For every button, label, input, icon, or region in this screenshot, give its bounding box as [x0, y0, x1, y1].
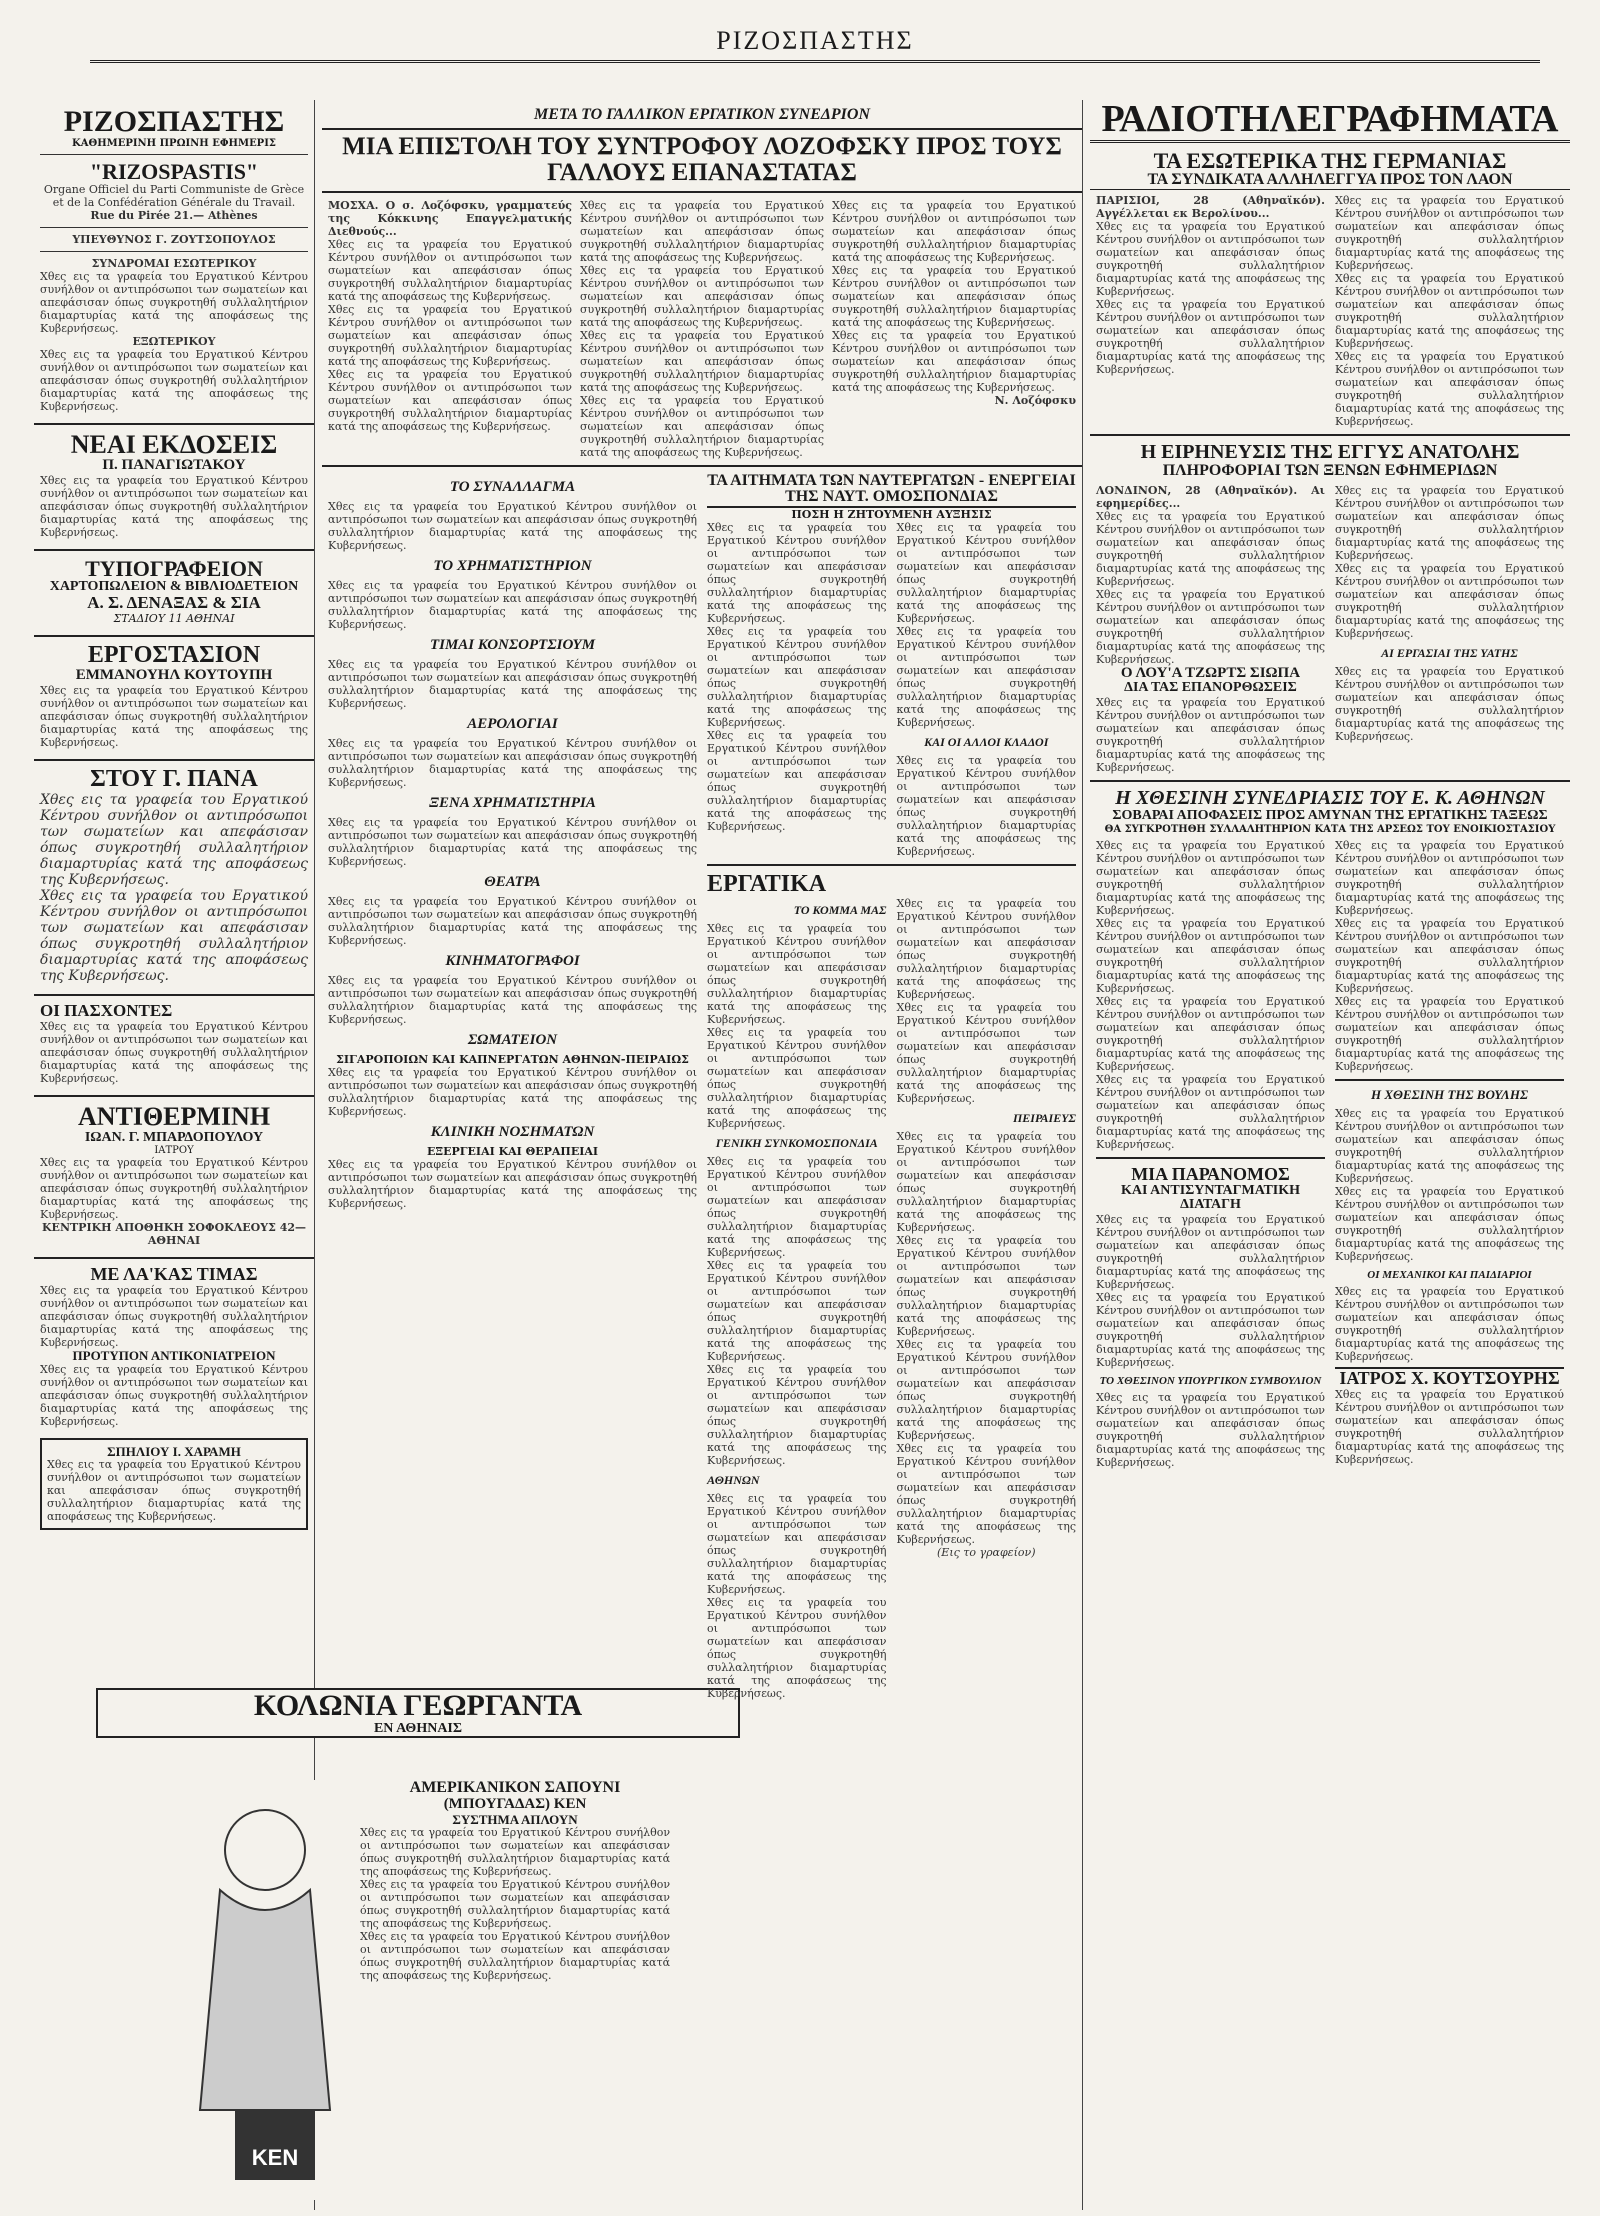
- party-text: Χθες εις τα γραφεία του Εργατικού Κέντρου συνήλθον οι αντιπρόσωποι των σωματείων και απεφάσισαν όπως συγκροτηθή συλλαλητήριον διαμαρτυρίας κατά της αποφάσεως της Κυβερνήσεως.: [707, 922, 887, 1027]
- theatres-text: Χθες εις τα γραφεία του Εργατικού Κέντρου συνήλθον οι αντιπρόσωποι των σωματείων και απεφάσισαν όπως συγκροτηθή συλλαλητήριον διαμαρτυρίας κατά της αποφάσεως της Κυβερνήσεως.: [328, 894, 697, 947]
- theatres-title: ΘΕΑΤΡΑ: [484, 873, 541, 890]
- pana-text: Χθες εις τα γραφεία του Εργατικού Κέντρου συνήλθον οι αντιπρόσωποι των σωματείων και απεφάσισαν όπως συγκροτηθή συλλαλητήριον διαμαρτυρίας κατά της αποφάσεως της Κυβερνήσεως.: [40, 792, 308, 889]
- union-text: Χθες εις τα γραφεία του Εργατικού Κέντρου συνήλθον οι αντιπρόσωποι των σωματείων και απεφάσισαν όπως συγκροτηθή συλλαλητήριον διαμαρτυρίας κατά της αποφάσεως της Κυβερνήσεως.: [328, 1065, 697, 1118]
- director: ΥΠΕΥΘΥΝΟΣ Γ. ΖΟΥΤΣΟΠΟΥΛΟΣ: [72, 232, 276, 246]
- seamen-para-3: Χθες εις τα γραφεία του Εργατικού Κέντρου συνήλθον οι αντιπρόσωποι των σωματείων και απεφάσισαν όπως συγκροτηθή συλλαλητήριον διαμαρτυρίας κατά της αποφάσεως της Κυβερνήσεως.: [707, 729, 887, 834]
- soap-text-3: Χθες εις τα γραφεία του Εργατικού Κέντρου συνήλθον οι αντιπρόσωποι των σωματείων και απεφάσισαν όπως συγκροτηθή συλλαλητήριον διαμαρτυρίας κατά της αποφάσεως της Κυβερνήσεως.: [360, 1930, 670, 1983]
- address: Rue du Pirée 21.— Athènes: [90, 208, 258, 222]
- spilios-text: Χθες εις τα γραφεία του Εργατικού Κέντρου συνήλθον οι αντιπρόσωποι των σωματείων και απεφάσισαν όπως συγκροτηθή συλλαλητήριον διαμαρτυρίας κατά της αποφάσεως της Κυβερνήσεως.: [47, 1458, 301, 1524]
- union-sub: ΣΙΓΑΡΟΠΟΙΩΝ ΚΑΙ ΚΑΠΝΕΡΓΑΤΩΝ ΑΘΗΝΩΝ-ΠΕΙΡΑΙΩΣ: [336, 1052, 689, 1066]
- labor-center-para-2: Χθες εις τα γραφεία του Εργατικού Κέντρου συνήλθον οι αντιπρόσωποι των σωματείων και απεφάσισαν όπως συγκροτηθή συλλαλητήριον διαμαρτυρίας κατά της αποφάσεως της Κυβερνήσεως.: [1096, 916, 1325, 995]
- clinic-text: Χθες εις τα γραφεία του Εργατικού Κέντρου συνήλθον οι αντιπρόσωποι των σωματείων και απεφάσισαν όπως συγκροτηθή συλλαλητήριον διαμαρτυρίας κατά της αποφάσεως της Κυβερνήσεως.: [328, 1157, 697, 1210]
- labor-title: ΕΡΓΑΤΙΚΑ: [707, 871, 827, 898]
- lozovsky-body: [328, 199, 1076, 459]
- aerologies-title: ΑΕΡΟΛΟΓΙΑΙ: [467, 715, 558, 732]
- spilios-ad: [40, 1438, 308, 1531]
- protypon-text: Χθες εις τα γραφεία του Εργατικού Κέντρου συνήλθον οι αντιπρόσωποι των σωματείων και απεφάσισαν όπως συγκροτηθή συλλαλητήριον διαμαρτυρίας κατά της αποφάσεως της Κυβερνήσεως.: [40, 1362, 308, 1428]
- lloyd-title: Ο ΛΟΥ'Α ΤΖΩΡΤΣ ΣΙΩΠΑ: [1120, 664, 1301, 681]
- subs-ext-rows: Χθες εις τα γραφεία του Εργατικού Κέντρου συνήλθον οι αντιπρόσωποι των σωματείων και απεφάσισαν όπως συγκροτηθή συλλαλητήριον διαμαρτυρίας κατά της αποφάσεως της Κυβερνήσεως.: [40, 347, 308, 413]
- consortium-text: Χθες εις τα γραφεία του Εργατικού Κέντρου συνήλθον οι αντιπρόσωποι των σωματείων και απεφάσισαν όπως συγκροτηθή συλλαλητήριον διαμαρτυρίας κατά της αποφάσεως της Κυβερνήσεως.: [328, 657, 697, 710]
- labor-center-title: Η ΧΘΕΣΙΝΗ ΣΥΝΕΔΡΙΑΣΙΣ ΤΟΥ Ε. Κ. ΑΘΗΝΩΝ: [1115, 787, 1545, 810]
- seamen-para-4: Χθες εις τα γραφεία του Εργατικού Κέντρου συνήλθον οι αντιπρόσωποι των σωματείων και απεφάσισαν όπως συγκροτηθή συλλαλητήριον διαμαρτυρίας κατά της αποφάσεως της Κυβερνήσεως.: [896, 521, 1076, 626]
- lozovsky-para-9: Χθες εις τα γραφεία του Εργατικού Κέντρου συνήλθον οι αντιπρόσωποι των σωματείων και απεφάσισαν όπως συγκροτηθή συλλαλητήριον διαμαρτυρίας κατά της αποφάσεως της Κυβερνήσεως.: [832, 263, 1076, 329]
- exchange-title: ΤΟ ΣΥΝΑΛΛΑΓΜΑ: [449, 478, 576, 495]
- doctor-ad-title: ΙΑΤΡΟΣ Χ. ΚΟΥΤΣΟΥΡΗΣ: [1335, 1367, 1564, 1388]
- new-editions-text: Χθες εις τα γραφεία του Εργατικού Κέντρου συνήλθον οι αντιπρόσωποι των σωματείων και απεφάσισαν όπως συγκροτηθή συλλαλητήριον διαμαρτυρίας κατά της αποφάσεως της Κυβερνήσεως.: [40, 473, 308, 539]
- illegal-order-text-2: Χθες εις τα γραφεία του Εργατικού Κέντρου συνήλθον οι αντιπρόσωποι των σωματείων και απεφάσισαν όπως συγκροτηθή συλλαλητήριον διαμαρτυρίας κατά της αποφάσεως της Κυβερνήσεως.: [1096, 1290, 1325, 1369]
- lozovsky-para-4: Χθες εις τα γραφεία του Εργατικού Κέντρου συνήλθον οι αντιπρόσωποι των σωματείων και απεφάσισαν όπως συγκροτηθή συλλαλητήριον διαμαρτυρίας κατά της αποφάσεως της Κυβερνήσεως.: [580, 198, 824, 264]
- parliament-text-2: Χθες εις τα γραφεία του Εργατικού Κέντρου συνήλθον οι αντιπρόσωποι των σωματείων και απεφάσισαν όπως συγκροτηθή συλλαλητήριον διαμαρτυρίας κατά της αποφάσεως της Κυβερνήσεως.: [1335, 1184, 1564, 1263]
- labor-center-para-6: Χθες εις τα γραφεία του Εργατικού Κέντρου συνήλθον οι αντιπρόσωποι των σωματείων και απεφάσισαν όπως συγκροτηθή συλλαλητήριον διαμαρτυρίας κατά της αποφάσεως της Κυβερνήσεως.: [1335, 916, 1564, 995]
- seamen-other-title: ΚΑΙ ΟΙ ΑΛΛΟΙ ΚΛΑΔΟΙ: [924, 735, 1049, 750]
- radiotelegrams-title: ΡΑΔΙΟΤΗΛΕΓΡΑΦΗΜΑΤΑ: [1090, 100, 1570, 143]
- antithermini-depot: ΚΕΝΤΡΙΚΗ ΑΠΟΘΗΚΗ ΣΟΦΟΚΛΕΟΥΣ 42—ΑΘΗΝΑΙ: [42, 1221, 306, 1248]
- popular-prices-text: Χθες εις τα γραφεία του Εργατικού Κέντρου συνήλθον οι αντιπρόσωποι των σωματείων και απεφάσισαν όπως συγκροτηθή συλλαλητήριον διαμαρτυρίας κατά της αποφάσεως της Κυβερνήσεως.: [40, 1284, 308, 1350]
- subs-rows: Χθες εις τα γραφεία του Εργατικού Κέντρου συνήλθον οι αντιπρόσωποι των σωματείων και απεφάσισαν όπως συγκροτηθή συλλαλητήριον διαμαρτυρίας κατά της αποφάσεως της Κυβερνήσεως.: [40, 269, 308, 335]
- general-confed-text-2: Χθες εις τα γραφεία του Εργατικού Κέντρου συνήλθον οι αντιπρόσωποι των σωματείων και απεφάσισαν όπως συγκροτηθή συλλαλητήριον διαμαρτυρίας κατά της αποφάσεως της Κυβερνήσεως.: [707, 1259, 887, 1364]
- germany-para-1: Χθες εις τα γραφεία του Εργατικού Κέντρου συνήλθον οι αντιπρόσωποι των σωματείων και απεφάσισαν όπως συγκροτηθή συλλαλητήριον διαμαρτυρίας κατά της αποφάσεως της Κυβερνήσεως.: [1096, 219, 1325, 298]
- piraeus-text-2: Χθες εις τα γραφεία του Εργατικού Κέντρου συνήλθον οι αντιπρόσωποι των σωματείων και απεφάσισαν όπως συγκροτηθή συλλαλητήριον διαμαρτυρίας κατά της αποφάσεως της Κυβερνήσεως.: [896, 1234, 1076, 1339]
- labor-center-para-1: Χθες εις τα γραφεία του Εργατικού Κέντρου συνήλθον οι αντιπρόσωποι των σωματείων και απεφάσισαν όπως συγκροτηθή συλλαλητήριον διαμαρτυρίας κατά της αποφάσεως της Κυβερνήσεως.: [1096, 838, 1325, 917]
- sufferers-text: Χθες εις τα γραφεία του Εργατικού Κέντρου συνήλθον οι αντιπρόσωποι των σωματείων και απεφάσισαν όπως συγκροτηθή συλλαλητήριον διαμαρτυρίας κατά της αποφάσεως της Κυβερνήσεως.: [40, 1020, 308, 1086]
- germany-body: [1096, 194, 1564, 428]
- athens-title: ΑΘΗΝΩΝ: [707, 1473, 760, 1488]
- germany-para-5: Χθες εις τα γραφεία του Εργατικού Κέντρου συνήλθον οι αντιπρόσωποι των σωματείων και απεφάσισαν όπως συγκροτηθή συλλαλητήριον διαμαρτυρίας κατά της αποφάσεως της Κυβερνήσεως.: [1335, 349, 1564, 428]
- lozovsky-signature: Ν. Λοζόφσκυ: [994, 393, 1076, 407]
- illegal-order-title: ΜΙΑ ΠΑΡΑΝΟΜΟΣ: [1131, 1163, 1290, 1184]
- lozovsky-headline: ΜΙΑ ΕΠΙΣΤΟΛΗ ΤΟΥ ΣΥΝΤΡΟΦΟΥ ΛΟΖΟΦΣΚΥ ΠΡΟΣ ΤΟΥΣ ΓΑΛΛΟΥΣ ΕΠΑΝΑΣΤΑΤΑΣ: [322, 128, 1082, 193]
- general-confed-title: ΓΕΝΙΚΗ ΣΥΝΚΟΜΟΣΠΟΝΔΙΑ: [715, 1136, 878, 1151]
- soap-text-2: Χθες εις τα γραφεία του Εργατικού Κέντρου συνήλθον οι αντιπρόσωποι των σωματείων και απεφάσισαν όπως συγκροτηθή συλλαλητήριον διαμαρτυρίας κατά της αποφάσεως της Κυβερνήσεως.: [360, 1878, 670, 1931]
- printshop-title: ΤΥΠΟΓΡΑΦΕΙΟΝ: [85, 555, 263, 581]
- seamen-para-6: Χθες εις τα γραφεία του Εργατικού Κέντρου συνήλθον οι αντιπρόσωποι των σωματείων και απεφάσισαν όπως συγκροτηθή συλλαλητήριον διαμαρτυρίας κατά της αποφάσεως της Κυβερνήσεως.: [896, 754, 1076, 859]
- near-east-title: Η ΕΙΡΗΝΕΥΣΙΣ ΤΗΣ ΕΓΓΥΣ ΑΝΑΤΟΛΗΣ: [1140, 440, 1520, 463]
- foreign-exchanges-title: ΞΕΝΑ ΧΡΗΜΑΤΙΣΤΗΡΙΑ: [429, 794, 596, 811]
- right-column: [1090, 100, 1570, 2210]
- cabinet-text: Χθες εις τα γραφεία του Εργατικού Κέντρου συνήλθον οι αντιπρόσωποι των σωματείων και απεφάσισαν όπως συγκροτηθή συλλαλητήριον διαμαρτυρίας κατά της αποφάσεως της Κυβερνήσεως.: [1096, 1390, 1325, 1469]
- popular-prices-title: ΜΕ ΛΑ'ΚΑΣ ΤΙΜΑΣ: [90, 1264, 258, 1285]
- pana-title: ΣΤΟΥ Γ. ΠΑΝΑ: [90, 766, 258, 793]
- piraeus-text: Χθες εις τα γραφεία του Εργατικού Κέντρου συνήλθον οι αντιπρόσωποι των σωματείων και απεφάσισαν όπως συγκροτηθή συλλαλητήριον διαμαρτυρίας κατά της αποφάσεως της Κυβερνήσεως.: [896, 1130, 1076, 1235]
- lozovsky-para-8: Χθες εις τα γραφεία του Εργατικού Κέντρου συνήλθον οι αντιπρόσωποι των σωματείων και απεφάσισαν όπως συγκροτηθή συλλαλητήριον διαμαρτυρίας κατά της αποφάσεως της Κυβερνήσεως.: [832, 198, 1076, 264]
- lozovsky-para-3: Χθες εις τα γραφεία του Εργατικού Κέντρου συνήλθον οι αντιπρόσωποι των σωματείων και απεφάσισαν όπως συγκροτηθή συλλαλητήριον διαμαρτυρίας κατά της αποφάσεως της Κυβερνήσεως.: [328, 367, 572, 433]
- labor-body: [707, 897, 1076, 1700]
- exchange-text: Χθες εις τα γραφεία του Εργατικού Κέντρου συνήλθον οι αντιπρόσωποι των σωματείων και απεφάσισαν όπως συγκροτηθή συλλαλητήριον διαμαρτυρίας κατά της αποφάσεως της Κυβερνήσεως.: [328, 499, 697, 552]
- factory-text: Χθες εις τα γραφεία του Εργατικού Κέντρου συνήλθον οι αντιπρόσωποι των σωματείων και απεφάσισαν όπως συγκροτηθή συλλαλητήριον διαμαρτυρίας κατά της αποφάσεως της Κυβερνήσεως.: [40, 684, 308, 750]
- labor-center-body: [1096, 839, 1564, 1469]
- kolonia-title: ΚΟΛΩΝΙΑ ΓΕΩΡΓΑΝΤΑ: [253, 1689, 583, 1722]
- athens-text-2: Χθες εις τα γραφεία του Εργατικού Κέντρου συνήλθον οι αντιπρόσωποι των σωματείων και απεφάσισαν όπως συγκροτηθή συλλαλητήριον διαμαρτυρίας κατά της αποφάσεως της Κυβερνήσεως.: [707, 1596, 887, 1701]
- masthead: ΡΙΖΟΣΠΑΣΤΗΣ: [90, 26, 1540, 63]
- germany-para-2: Χθες εις τα γραφεία του Εργατικού Κέντρου συνήλθον οι αντιπρόσωποι των σωματείων και απεφάσισαν όπως συγκροτηθή συλλαλητήριον διαμαρτυρίας κατά της αποφάσεως της Κυβερνήσεως.: [1096, 297, 1325, 376]
- subs-ext: ΕΞΩΤΕΡΙΚΟΥ: [132, 334, 216, 348]
- kolonia-line: ΕΝ ΑΘΗΝΑΙΣ: [373, 1720, 463, 1736]
- seamen-para-5: Χθες εις τα γραφεία του Εργατικού Κέντρου συνήλθον οι αντιπρόσωποι των σωματείων και απεφάσισαν όπως συγκροτηθή συλλαλητήριον διαμαρτυρίας κατά της αποφάσεως της Κυβερνήσεως.: [896, 625, 1076, 730]
- cinemas-title: ΚΙΝΗΜΑΤΟΓΡΑΦΟΙ: [445, 952, 580, 969]
- seamen-para-2: Χθες εις τα γραφεία του Εργατικού Κέντρου συνήλθον οι αντιπρόσωποι των σωματείων και απεφάσισαν όπως συγκροτηθή συλλαλητήριον διαμαρτυρίας κατά της αποφάσεως της Κυβερνήσεως.: [707, 625, 887, 730]
- labor-center-para-7: Χθες εις τα γραφεία του Εργατικού Κέντρου συνήλθον οι αντιπρόσωποι των σωματείων και απεφάσισαν όπως συγκροτηθή συλλαλητήριον διαμαρτυρίας κατά της αποφάσεως της Κυβερνήσεως.: [1335, 994, 1564, 1073]
- germany-para-4: Χθες εις τα γραφεία του Εργατικού Κέντρου συνήλθον οι αντιπρόσωποι των σωματείων και απεφάσισαν όπως συγκροτηθή συλλαλητήριον διαμαρτυρίας κατά της αποφάσεως της Κυβερνήσεως.: [1335, 271, 1564, 350]
- parliament-title: Η ΧΘΕΣΙΝΗ ΤΗΣ ΒΟΥΛΗΣ: [1370, 1086, 1529, 1102]
- foreign-exchanges-text: Χθες εις τα γραφεία του Εργατικού Κέντρου συνήλθον οι αντιπρόσωποι των σωματείων και απεφάσισαν όπως συγκροτηθή συλλαλητήριον διαμαρτυρίας κατά της αποφάσεως της Κυβερνήσεως.: [328, 815, 697, 868]
- party-text-2: Χθες εις τα γραφεία του Εργατικού Κέντρου συνήλθον οι αντιπρόσωποι των σωματείων και απεφάσισαν όπως συγκροτηθή συλλαλητήριον διαμαρτυρίας κατά της αποφάσεως της Κυβερνήσεως.: [707, 1026, 887, 1131]
- antithermini-text: Χθες εις τα γραφεία του Εργατικού Κέντρου συνήλθον οι αντιπρόσωποι των σωματείων και απεφάσισαν όπως συγκροτηθή συλλαλητήριον διαμαρτυρίας κατά της αποφάσεως της Κυβερνήσεως.: [40, 1156, 308, 1222]
- general-confed-text-3: Χθες εις τα γραφεία του Εργατικού Κέντρου συνήλθον οι αντιπρόσωποι των σωματείων και απεφάσισαν όπως συγκροτηθή συλλαλητήριον διαμαρτυρίας κατά της αποφάσεως της Κυβερνήσεως.: [707, 1363, 887, 1468]
- soap-title: ΑΜΕΡΙΚΑΝΙΚΟΝ ΣΑΠΟΥΝΙ: [409, 1779, 621, 1796]
- antithermini-title: ΑΝΤΙΘΕΡΜΙΝΗ: [77, 1102, 271, 1132]
- yates-title: ΑΙ ΕΡΓΑΣΙΑΙ ΤΗΣ ΥΑΤΗΣ: [1381, 645, 1518, 660]
- illegal-order-sub: ΚΑΙ ΑΝΤΙΣΥΝΤΑΓΜΑΤΙΚΗ ΔΙΑΤΑΓΗ: [1120, 1182, 1301, 1213]
- lloyd-sub: ΔΙΑ ΤΑΣ ΕΠΑΝΟΡΘΩΣΕΙΣ: [1124, 680, 1297, 696]
- union-title: ΣΩΜΑΤΕΙΟΝ: [467, 1031, 558, 1048]
- stock-exchange-text: Χθες εις τα γραφεία του Εργατικού Κέντρου συνήλθον οι αντιπρόσωποι των σωματείων και απεφάσισαν όπως συγκροτηθή συλλαλητήριον διαμαρτυρίας κατά της αποφάσεως της Κυβερνήσεως.: [328, 578, 697, 631]
- general-confed-text: Χθες εις τα γραφεία του Εργατικού Κέντρου συνήλθον οι αντιπρόσωποι των σωματείων και απεφάσισαν όπως συγκροτηθή συλλαλητήριον διαμαρτυρίας κατά της αποφάσεως της Κυβερνήσεως.: [707, 1155, 887, 1260]
- labor-right-text-2: Χθες εις τα γραφεία του Εργατικού Κέντρου συνήλθον οι αντιπρόσωποι των σωματείων και απεφάσισαν όπως συγκροτηθή συλλαλητήριον διαμαρτυρίας κατά της αποφάσεως της Κυβερνήσεως.: [896, 1001, 1076, 1106]
- doctor-ad-text: Χθες εις τα γραφεία του Εργατικού Κέντρου συνήλθον οι αντιπρόσωποι των σωματείων και απεφάσισαν όπως συγκροτηθή συλλαλητήριον διαμαρτυρίας κατά της αποφάσεως της Κυβερνήσεως.: [1335, 1387, 1564, 1466]
- labor-center-para-3: Χθες εις τα γραφεία του Εργατικού Κέντρου συνήλθον οι αντιπρόσωποι των σωματείων και απεφάσισαν όπως συγκροτηθή συλλαλητήριον διαμαρτυρίας κατά της αποφάσεως της Κυβερνήσεως.: [1096, 994, 1325, 1073]
- consortium-title: ΤΙΜΑΙ ΚΟΝΣΟΡΤΣΙΟΥΜ: [429, 636, 596, 653]
- piraeus-text-3: Χθες εις τα γραφεία του Εργατικού Κέντρου συνήλθον οι αντιπρόσωποι των σωματείων και απεφάσισαν όπως συγκροτηθή συλλαλητήριον διαμαρτυρίας κατά της αποφάσεως της Κυβερνήσεως.: [896, 1338, 1076, 1443]
- lozovsky-dateline: ΜΟΣΧΑ. Ο σ. Λοζόφσκυ, γραμματεύς της Κόκκινης Επαγγελματικής Διεθνούς...: [328, 198, 572, 238]
- labor-center-para-5: Χθες εις τα γραφεία του Εργατικού Κέντρου συνήλθον οι αντιπρόσωποι των σωματείων και απεφάσισαν όπως συγκροτηθή συλλαλητήριον διαμαρτυρίας κατά της αποφάσεως της Κυβερνήσεως.: [1335, 838, 1564, 917]
- near-east-para-4: Χθες εις τα γραφεία του Εργατικού Κέντρου συνήλθον οι αντιπρόσωποι των σωματείων και απεφάσισαν όπως συγκροτηθή συλλαλητήριον διαμαρτυρίας κατά της αποφάσεως της Κυβερνήσεως.: [1335, 561, 1564, 640]
- clinic-title: ΚΛΙΝΙΚΗ ΝΟΣΗΜΑΤΩΝ: [430, 1123, 595, 1140]
- spilios-name: ΣΠΗΛΙΟΥ Ι. ΧΑΡΑΜΗ: [107, 1443, 241, 1459]
- athens-text: Χθες εις τα γραφεία του Εργατικού Κέντρου συνήλθον οι αντιπρόσωποι των σωματείων και απεφάσισαν όπως συγκροτηθή συλλαλητήριον διαμαρτυρίας κατά της αποφάσεως της Κυβερνήσεως.: [707, 1492, 887, 1597]
- lozovsky-para-1: Χθες εις τα γραφεία του Εργατικού Κέντρου συνήλθον οι αντιπρόσωποι των σωματείων και απεφάσισαν όπως συγκροτηθή συλλαλητήριον διαμαρτυρίας κατά της αποφάσεως της Κυβερνήσεως.: [328, 237, 572, 303]
- parliament-text: Χθες εις τα γραφεία του Εργατικού Κέντρου συνήλθον οι αντιπρόσωποι των σωματείων και απεφάσισαν όπως συγκροτηθή συλλαλητήριον διαμαρτυρίας κατά της αποφάσεως της Κυβερνήσεως.: [1335, 1106, 1564, 1185]
- middle-column: [322, 100, 1083, 2210]
- lozovsky-kicker: ΜΕΤΑ ΤΟ ΓΑΛΛΙΚΟΝ ΕΡΓΑΤΙΚΟΝ ΣΥΝΕΔΡΙΟΝ: [533, 106, 870, 123]
- lozovsky-para-10: Χθες εις τα γραφεία του Εργατικού Κέντρου συνήλθον οι αντιπρόσωποι των σωματείων και απεφάσισαν όπως συγκροτηθή συλλαλητήριον διαμαρτυρίας κατά της αποφάσεως της Κυβερνήσεως.: [832, 328, 1076, 394]
- soap-brand: KEN: [251, 2145, 299, 2170]
- germany-title: ΤΑ ΕΣΩΤΕΡΙΚΑ ΤΗΣ ΓΕΡΜΑΝΙΑΣ: [1153, 147, 1507, 173]
- near-east-sub: ΠΛΗΡΟΦΟΡΙΑΙ ΤΩΝ ΞΕΝΩΝ ΕΦΗΜΕΡΙΔΩΝ: [1162, 461, 1498, 479]
- paper-title: ΡΙΖΟΣΠΑΣΤΗΣ: [63, 105, 285, 138]
- antithermini-doctor-2: ΙΑΤΡΟΥ: [154, 1145, 194, 1157]
- protypon-title: ΠΡΟΤΥΠΟΝ ΑΝΤΙΚΟΝΙΑΤΡΕΙΟΝ: [72, 1348, 276, 1364]
- printshop-sub: ΧΑΡΤΟΠΩΛΕΙΟΝ & ΒΙΒΛΙΟΔΕΤΕΙΟΝ: [49, 578, 299, 594]
- paris-dateline: ΠΑΡΙΣΙΟΙ, 28 (Αθηναϊκόν). Αγγέλλεται εκ Βερολίνου...: [1096, 193, 1325, 220]
- soap-sub: (ΜΠΟΥΓΑΔΑΣ) ΚΕΝ: [443, 1795, 587, 1812]
- labor-center-sub-2: ΘΑ ΣΥΓΚΡΟΤΗΘΗ ΣΥΛΛΑΛΗΤΗΡΙΟΝ ΚΑΤΑ ΤΗΣ ΑΡΣΕΩΣ ΤΟΥ ΕΝΟΙΚΙΟΣΤΑΣΙΟΥ: [1104, 823, 1556, 835]
- near-east-para-2: Χθες εις τα γραφεία του Εργατικού Κέντρου συνήλθον οι αντιπρόσωποι των σωματείων και απεφάσισαν όπως συγκροτηθή συλλαλητήριον διαμαρτυρίας κατά της αποφάσεως της Κυβερνήσεως.: [1096, 587, 1325, 666]
- mechanics-text: Χθες εις τα γραφεία του Εργατικού Κέντρου συνήλθον οι αντιπρόσωποι των σωματείων και απεφάσισαν όπως συγκροτηθή συλλαλητήριον διαμαρτυρίας κατά της αποφάσεως της Κυβερνήσεως.: [1335, 1284, 1564, 1363]
- clinic-sub: ΕΞΕΡΓΕΙΑΙ ΚΑΙ ΘΕΡΑΠΕΙΑΙ: [426, 1144, 599, 1158]
- near-east-para-1: Χθες εις τα γραφεία του Εργατικού Κέντρου συνήλθον οι αντιπρόσωποι των σωματείων και απεφάσισαν όπως συγκροτηθή συλλαλητήριον διαμαρτυρίας κατά της αποφάσεως της Κυβερνήσεως.: [1096, 509, 1325, 588]
- antithermini-doctor: ΙΩΑΝ. Γ. ΜΠΑΡΔΟΠΟΥΛΟΥ: [84, 1129, 264, 1145]
- piraeus-title: ΠΕΙΡΑΙΕΥΣ: [1012, 1111, 1076, 1126]
- near-east-para-3: Χθες εις τα γραφεία του Εργατικού Κέντρου συνήλθον οι αντιπρόσωποι των σωματείων και απεφάσισαν όπως συγκροτηθή συλλαλητήριον διαμαρτυρίας κατά της αποφάσεως της Κυβερνήσεως.: [1335, 483, 1564, 562]
- unions-sub: ΤΑ ΣΥΝΔΙΚΑΤΑ ΑΛΛΗΛΕΓΓΥΑ ΠΡΟΣ ΤΟΝ ΛΑΟΝ: [1090, 172, 1570, 190]
- continued-note: (Εις το γραφείον): [937, 1546, 1036, 1560]
- finance-column: [328, 473, 697, 1701]
- printshop-address: ΣΤΑΔΙΟΥ 11 ΑΘΗΝΑΙ: [113, 612, 235, 626]
- latin-title: "RIZOSPASTIS": [89, 158, 259, 184]
- sufferers-title: ΟΙ ΠΑΣΧΟΝΤΕΣ: [40, 1001, 173, 1021]
- subs-title: ΣΥΝΔΡΟΜΑΙ ΕΣΩΤΕΡΙΚΟΥ: [91, 256, 257, 270]
- seamen-para-1: Χθες εις τα γραφεία του Εργατικού Κέντρου συνήλθον οι αντιπρόσωποι των σωματείων και απεφάσισαν όπως συγκροτηθή συλλαλητήριον διαμαρτυρίας κατά της αποφάσεως της Κυβερνήσεως.: [707, 521, 887, 626]
- lozovsky-para-7: Χθες εις τα γραφεία του Εργατικού Κέντρου συνήλθον οι αντιπρόσωποι των σωματείων και απεφάσισαν όπως συγκροτηθή συλλαλητήριον διαμαρτυρίας κατά της αποφάσεως της Κυβερνήσεως.: [580, 393, 824, 459]
- labor-center-sub: ΣΟΒΑΡΑΙ ΑΠΟΦΑΣΕΙΣ ΠΡΟΣ ΑΜΥΝΑΝ ΤΗΣ ΕΡΓΑΤΙΚΗΣ ΤΑΞΕΩΣ: [1112, 808, 1548, 824]
- party-title: ΤΟ ΚΟΜΜΑ ΜΑΣ: [793, 903, 887, 918]
- illegal-order-text: Χθες εις τα γραφεία του Εργατικού Κέντρου συνήλθον οι αντιπρόσωποι των σωματείων και απεφάσισαν όπως συγκροτηθή συλλαλητήριον διαμαρτυρίας κατά της αποφάσεως της Κυβερνήσεως.: [1096, 1212, 1325, 1291]
- soap-system: ΣΥΣΤΗΜΑ ΑΠΛΟΥΝ: [452, 1811, 578, 1827]
- factory-name: ΕΜΜΑΝΟΥΗΛ ΚΟΥΤΟΥΠΗ: [75, 667, 273, 684]
- near-east-body: [1096, 484, 1564, 774]
- yates-text: Χθες εις τα γραφεία του Εργατικού Κέντρου συνήλθον οι αντιπρόσωποι των σωματείων και απεφάσισαν όπως συγκροτηθή συλλαλητήριον διαμαρτυρίας κατά της αποφάσεως της Κυβερνήσεως.: [1335, 664, 1564, 743]
- lower-middle: [328, 473, 1076, 1701]
- pana-text-2: Χθες εις τα γραφεία του Εργατικού Κέντρου συνήλθον οι αντιπρόσωποι των σωματείων και απεφάσισαν όπως συγκροτηθή συλλαλητήριον διαμαρτυρίας κατά της αποφάσεως της Κυβερνήσεως.: [40, 888, 308, 985]
- seamen-headline: ΤΑ ΑΙΤΗΜΑΤΑ ΤΩΝ ΝΑΥΤΕΡΓΑΤΩΝ - ΕΝΕΡΓΕΙΑΙ ΤΗΣ ΝΑΥΤ. ΟΜΟΣΠΟΝΔΙΑΣ: [707, 473, 1076, 509]
- cinemas-text: Χθες εις τα γραφεία του Εργατικού Κέντρου συνήλθον οι αντιπρόσωποι των σωματείων και απεφάσισαν όπως συγκροτηθή συλλαλητήριον διαμαρτυρίας κατά της αποφάσεως της Κυβερνήσεως.: [328, 973, 697, 1026]
- mechanics-title: ΟΙ ΜΕΧΑΝΙΚΟΙ ΚΑΙ ΠΑΙΔΙΑΡΙΟΙ: [1367, 1268, 1532, 1281]
- aerologies-text: Χθες εις τα γραφεία του Εργατικού Κέντρου συνήλθον οι αντιπρόσωποι των σωματείων και απεφάσισαν όπως συγκροτηθή συλλαλητήριον διαμαρτυρίας κατά της αποφάσεως της Κυβερνήσεως.: [328, 736, 697, 789]
- seamen-body: [707, 521, 1076, 858]
- new-editions-publisher: Π. ΠΑΝΑΓΙΩΤΑΚΟΥ: [102, 456, 246, 473]
- piraeus-text-4: Χθες εις τα γραφεία του Εργατικού Κέντρου συνήλθον οι αντιπρόσωποι των σωματείων και απεφάσισαν όπως συγκροτηθή συλλαλητήριον διαμαρτυρίας κατά της αποφάσεως της Κυβερνήσεως.: [896, 1442, 1076, 1547]
- lozovsky-para-2: Χθες εις τα γραφεία του Εργατικού Κέντρου συνήλθον οι αντιπρόσωποι των σωματείων και απεφάσισαν όπως συγκροτηθή συλλαλητήριον διαμαρτυρίας κατά της αποφάσεως της Κυβερνήσεως.: [328, 302, 572, 368]
- printshop-name: Α. Σ. ΔΕΝΑΞΑΣ & ΣΙΑ: [87, 593, 261, 613]
- lozovsky-para-6: Χθες εις τα γραφεία του Εργατικού Κέντρου συνήλθον οι αντιπρόσωποι των σωματείων και απεφάσισαν όπως συγκροτηθή συλλαλητήριον διαμαρτυρίας κατά της αποφάσεως της Κυβερνήσεως.: [580, 328, 824, 394]
- paper-subtitle: ΚΑΘΗΜΕΡΙΝΗ ΠΡΩΙΝΗ ΕΦΗΜΕΡΙΣ: [72, 137, 276, 149]
- new-editions-title: ΝΕΑΙ ΕΚΔΟΣΕΙΣ: [70, 429, 278, 459]
- factory-title: ΕΡΓΟΣΤΑΣΙΟΝ: [87, 642, 261, 669]
- lloyd-text: Χθες εις τα γραφεία του Εργατικού Κέντρου συνήλθον οι αντιπρόσωποι των σωματείων και απεφάσισαν όπως συγκροτηθή συλλαλητήριον διαμαρτυρίας κατά της αποφάσεως της Κυβερνήσεως.: [1096, 696, 1325, 775]
- germany-para-3: Χθες εις τα γραφεία του Εργατικού Κέντρου συνήλθον οι αντιπρόσωποι των σωματείων και απεφάσισαν όπως συγκροτηθή συλλαλητήριον διαμαρτυρίας κατά της αποφάσεως της Κυβερνήσεως.: [1335, 193, 1564, 272]
- latin-subtitle: Organe Officiel du Parti Communiste de Grèce et de la Confédération Générale du Travail.: [43, 182, 305, 209]
- labor-center-para-4: Χθες εις τα γραφεία του Εργατικού Κέντρου συνήλθον οι αντιπρόσωποι των σωματείων και απεφάσισαν όπως συγκροτηθή συλλαλητήριον διαμαρτυρίας κατά της αποφάσεως της Κυβερνήσεως.: [1096, 1072, 1325, 1151]
- london-dateline: ΛΟΝΔΙΝΟΝ, 28 (Αθηναϊκόν). Αι εφημερίδες...: [1096, 483, 1325, 510]
- soap-text: Χθες εις τα γραφεία του Εργατικού Κέντρου συνήλθον οι αντιπρόσωποι των σωματείων και απεφάσισαν όπως συγκροτηθή συλλαλητήριον διαμαρτυρίας κατά της αποφάσεως της Κυβερνήσεως.: [360, 1826, 670, 1879]
- cabinet-title: ΤΟ ΧΘΕΣΙΝΟΝ ΥΠΟΥΡΓΙΚΟΝ ΣΥΜΒΟΥΛΙΟΝ: [1099, 1374, 1322, 1387]
- lozovsky-para-5: Χθες εις τα γραφεία του Εργατικού Κέντρου συνήλθον οι αντιπρόσωποι των σωματείων και απεφάσισαν όπως συγκροτηθή συλλαλητήριον διαμαρτυρίας κατά της αποφάσεως της Κυβερνήσεως.: [580, 263, 824, 329]
- labor-right-text: Χθες εις τα γραφεία του Εργατικού Κέντρου συνήλθον οι αντιπρόσωποι των σωματείων και απεφάσισαν όπως συγκροτηθή συλλαλητήριον διαμαρτυρίας κατά της αποφάσεως της Κυβερνήσεως.: [896, 897, 1076, 1002]
- labor-column: [707, 473, 1076, 1701]
- stock-exchange-title: ΤΟ ΧΡΗΜΑΤΙΣΤΗΡΙΟΝ: [433, 557, 592, 574]
- seamen-sub: ΠΟΣΗ Η ΖΗΤΟΥΜΕΝΗ ΑΥΞΗΣΙΣ: [791, 508, 992, 522]
